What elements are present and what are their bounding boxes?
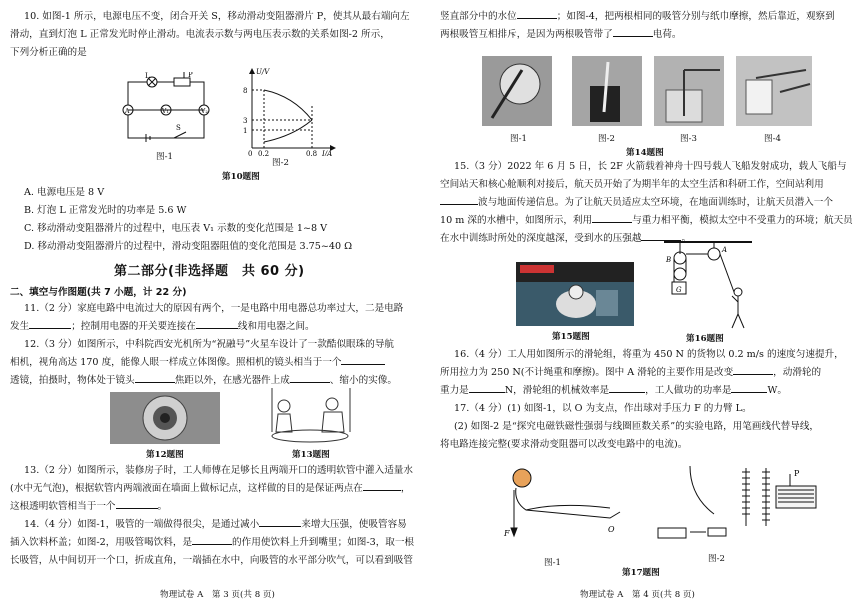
q16-line2: 所用拉力为 250 N(不计绳重和摩擦)。图中 A 滑轮的主要作用是改变 ，动滑轮的 [440,367,822,378]
slider-label: P [188,72,193,79]
ytick-3: 3 [243,117,248,125]
q15-underwater-photo [516,262,634,326]
q10-option-b: B. 灯泡 L 正常发光时的功率是 5.6 W [24,205,187,216]
q14-photo4-caption: 图-4 [764,134,781,144]
q10-option-c: C. 移动滑动变阻器滑片的过程中，电压表 V₁ 示数的变化范围是 1~8 V [24,223,328,234]
xtick-0: 0 [248,150,253,156]
q10-option-a: A. 电源电压是 8 V [24,187,105,198]
q14-line3: 长吸管，从中间切开一个口，折成直角，一端插在水中，向吸管的水平部分吹气，可以看到吸管 [10,555,413,566]
force-f-label: F [504,529,510,538]
q17-line2: (2) 如图-2 是“探究电磁铁磁性强弱与线圈匝数关系”的实验电路，用笔画线代替导线， [454,421,820,432]
q11-line1: 11.（2 分）家庭电路中电流过大的原因有两个，一是电路中用电器总功率过大，二是电路 [24,303,404,314]
q10-line1: 10. 如图-1 所示，电源电压不变，闭合开关 S，移动滑动变阻器滑片 P，使其从最右端向左 [24,11,410,22]
xtick-0-8: 0.8 [306,150,318,156]
q17-fig-title: 第17题图 [622,568,660,578]
q14-fig-title: 第14题图 [626,148,664,158]
q10-option-d: D. 移动滑动变阻器滑片的过程中，滑动变阻器阻值的变化范围是 3.75~40 Ω [24,241,353,252]
ytick-8: 8 [243,87,248,95]
q15-line1: 15.（3 分）2022 年 6 月 5 日，长 2F 火箭载着神舟十四号载人飞船发射成功，载人飞船与 [454,161,847,172]
q12-fig-title: 第12题图 [146,450,184,460]
q10-fig-title: 第10题图 [222,172,260,182]
q15-line3: 波与地面传递信息。为了让航天员适应太空环境，在地面训练时，让航天员潜入一个 [440,196,833,209]
q13-fig-title: 第13题图 [292,450,330,460]
ytick-1: 1 [243,127,248,135]
q10-graph [238,66,338,156]
lamp-label: L [145,72,150,80]
part2-title: 第二部分(非选择题 共 60 分) [114,264,305,279]
q14-photo2-caption: 图-2 [598,134,615,144]
voltmeter1-label: V₁ [162,108,169,115]
q14-line2: 插入饮料杯盖；如图-2，用吸管喝饮料，是 的作用使饮料上升到嘴里；如图-3，取一根 [10,537,415,548]
q13-line1: 13.（2 分）如图所示，装修房子时，工人师傅在足够长且两端开口的透明软管中灌入适量水 [24,465,413,476]
page3-footer: 物理试卷 A 第 3 页(共 8 页) [160,590,275,600]
rheostat-p-label: P [794,469,800,478]
q14-photo3-caption: 图-3 [680,134,697,144]
q14-photo-4 [736,56,812,126]
q13-line3: 这根透明软管相当于一个 。 [10,501,168,512]
q16-fig-title: 第16题图 [686,334,724,344]
pulley-a-label: A [722,246,728,254]
q17-electromagnet-circuit [650,456,820,548]
q12-camera-photo [110,392,220,444]
q13-workers-drawing [262,386,358,444]
switch-label: S [176,124,181,132]
weight-g-label: G [676,286,682,294]
q17-line3: 将电路连接完整(要求滑动变阻器可以改变电路中的电流)。 [440,439,688,450]
page-3 [10,0,420,608]
q17-fig2-caption: 图-2 [708,554,725,564]
q14-line1: 14.（4 分）如图-1，吸管的一端做得很尖，是通过减小 来增大压强，使吸管容易 [24,519,407,530]
q15-line2: 空间站天和核心舱顺利对接后，航天员开始了为期半年的太空生活和科研工作，空间站利用 [440,179,824,190]
xtick-0-2: 0.2 [258,150,270,156]
q17-line1: 17.（4 分）(1) 如图-1，以 O 为支点，作出球对手压力 F 的力臂 L。 [454,403,752,414]
q14-photo-3 [654,56,724,126]
q13-line2: (水中无气泡)，根据软管内两端液面在墙面上做标记点，这样做的目的是保证两点在 ， [10,483,411,494]
q10-fig2-caption: 图-2 [272,158,289,168]
pulley-b-label: B [666,256,672,264]
q15-fig-title: 第15题图 [552,332,590,342]
q15-line5: 在水中训练时所处的深度越深，受到水的压强越 。 [440,233,692,244]
ammeter-label: A [125,108,130,115]
q16-line1: 16.（4 分）工人用如图所示的滑轮组，将重为 450 N 的货物以 0.2 m/s 的速度匀速提升， [454,349,844,360]
q10-line2: 滑动，直到灯泡 L 正常发光时停止滑动。电流表示数与两电压表示数的关系如图-2 所示， [10,29,390,40]
q10-circuit-diagram [116,72,216,154]
q10-fig1-caption: 图-1 [156,152,173,162]
q12-line2: 相机，视角高达 170 度，能像人眼一样成立体图像。照相机的镜头相当于一个 [10,356,385,369]
q12-line3: 透镜，拍摄时，物体处于镜头 焦距以外，在感光器件上成 、缩小的实像。 [10,375,397,386]
q11-line2: 发生 ；控制用电器的开关要连接在 线和用电器之间。 [10,321,315,332]
q12-line1: 12.（3 分）如图所示，中科院西安光机所为“祝融号”火星车设计了一款酷似眼珠的导航 [24,339,395,350]
q10-line3: 下列分析正确的是 [10,47,87,58]
section2-heading: 二、填空与作图题(共 7 小题，计 22 分) [10,287,187,298]
q14-photo-1 [482,56,552,126]
q16-line3: 重力是 N，滑轮组的机械效率是 ，工人做功的功率是 W。 [440,385,787,396]
q15-line4: 10 m 深的水槽中，如图所示，利用 与重力相平衡，模拟太空中不受重力的环境；航天员 [440,215,853,226]
graph-ylabel: U/V [256,68,270,76]
q14-photo-2 [572,56,642,126]
page4-footer: 物理试卷 A 第 4 页(共 8 页) [580,590,695,600]
q14-cont-line2: 两根吸管互相排斥，是因为两根吸管带了 电荷。 [440,29,682,40]
q16-pulley-diagram [658,238,758,330]
q14-photo1-caption: 图-1 [510,134,527,144]
q14-cont-line1: 竖直部分中的水位 ；如图-4，把两根相同的吸管分别与纸巾摩擦，然后靠近，观察到 [440,11,835,22]
page-4 [440,0,853,608]
q17-fig1-caption: 图-1 [544,558,561,568]
voltmeter2-label: V₂ [201,108,208,115]
graph-xlabel: I/A [322,150,333,156]
pivot-o-label: O [608,525,615,534]
q17-arm-diagram [500,462,640,544]
